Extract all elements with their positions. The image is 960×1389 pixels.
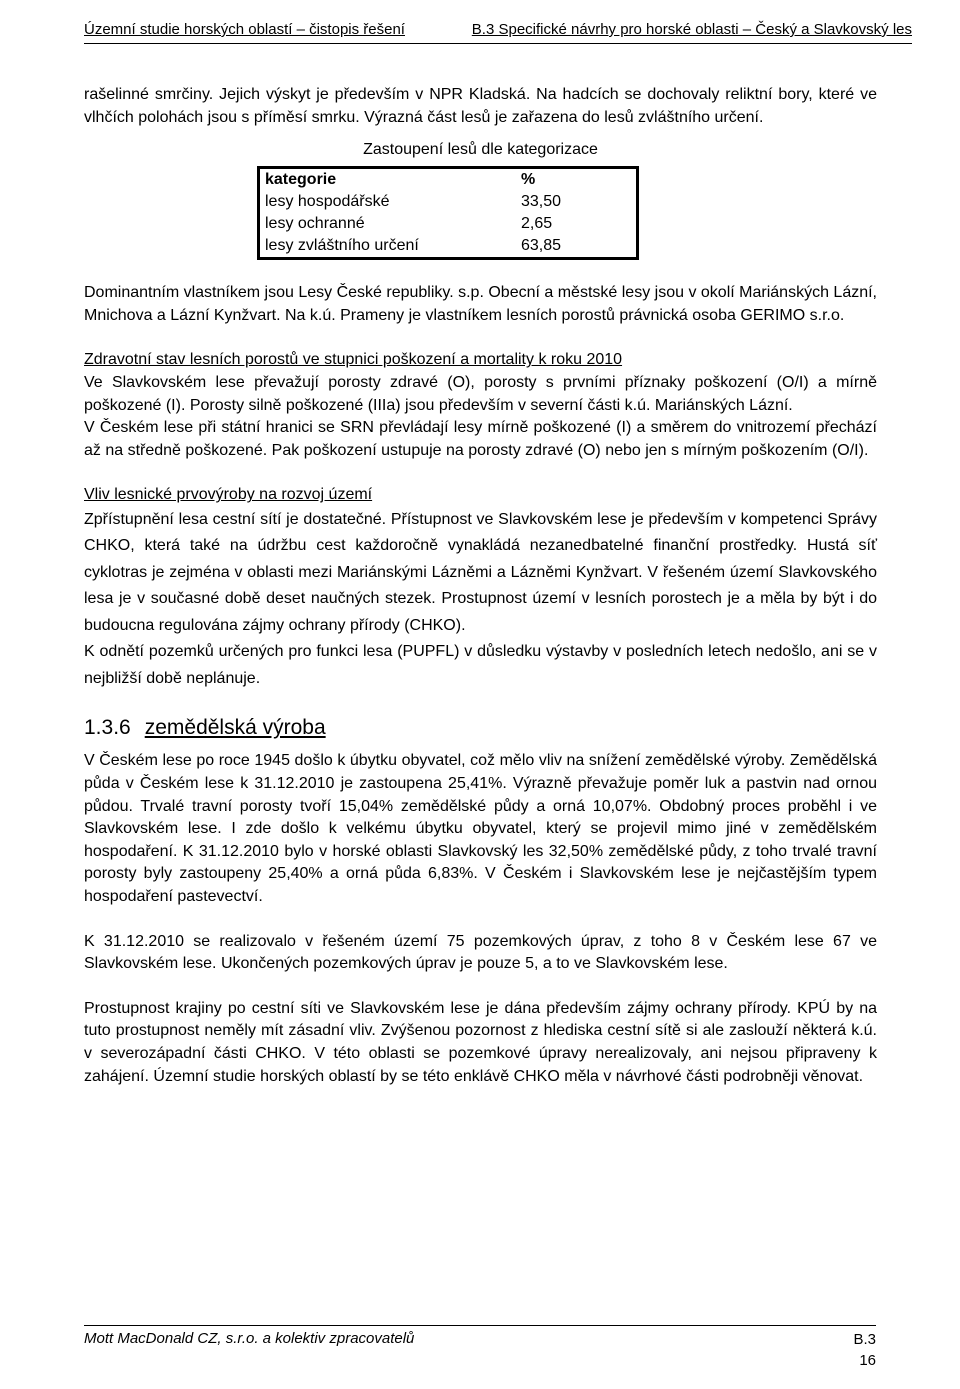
header-left: Územní studie horských oblastí – čistopis řešení [84,21,405,38]
header-right: B.3 Specifické návrhy pro horské oblasti – Český a Slavkovský les [471,21,912,38]
page-content [84,84,877,1088]
forestry-paragraph-2: K odnětí pozemků určených pro funkci lesa (PUPFL) v důsledku výstavby v posledních letech nedošlo, ani se v nejbližší době neplánuje. [84,643,877,687]
footer-doc-code: B.3 [853,1331,876,1348]
health-paragraph-2: V Českém lese při státní hranici se SRN převládají lesy mírně poškozené (I) a směrem do vnitrozemí přechází až na středně poškozené. Pak poškození ustupuje na porosty zdravé (O) nebo jen s mírným poškozením (O/I). [84,419,877,459]
table-header-percent: % [521,171,536,189]
table-cell-category: lesy zvláštního určení [265,237,419,255]
footer-authors: Mott MacDonald CZ, s.r.o. a kolektiv zpracovatelů [84,1330,415,1347]
section-number: 1.3.6 [84,716,131,740]
table-row [259,213,638,235]
agriculture-paragraph-2: K 31.12.2010 se realizovalo v řešeném území 75 pozemkových úprav, z toho 8 v Českém lese 67 ve Slavkovském lese. Ukončených pozemkových úprav je pouze 5, a to ve Slavkovském lese. [84,932,877,973]
agriculture-paragraph-3: Prostupnost krajiny po cestní síti ve Slavkovském lese je dána především zájmy ochrany přírody. KPÚ by na tuto prostupnost neměly mít zásadní vliv. Zvýšenou pozornost z hlediska cestní sítě si ale zaslouží některá k.ú. v severozápadní části CHKO. V této oblasti se pozemkové úpravy nerealizovaly, ani nejsou připraveny k zahájení. Územní studie horských oblastí by se této enklávě CHKO měla v návrhové části podrobněji věnovat. [84,999,877,1085]
table-cell-category: lesy hospodářské [265,193,390,211]
agriculture-paragraph-1: V Českém lese po roce 1945 došlo k úbytku obyvatel, což mělo vliv na snížení zemědělské výroby. Zemědělská půda v Českém lese k 31.12.2010 je zastoupena 25,41%. Výrazně převažuje poměr luk a pastvin nad ornou půdou. Trvalé travní porosty tvoří 15,04% zemědělské půdy a orná 10,07%. Obdobný proces proběhl i ve Slavkovském lese. I zde došlo k velkému úbytku obyvatel, který se projevil mimo jiné v zemědělském hospodaření. K 31.12.2010 bylo v horské oblasti Slavkovský les 32,50% zemědělské půdy, z toho trvalé travní porosty byly zastoupeny 25,40% a orná půda 6,83%. V Českém i Slavkovském lese je nejčastějším typem hospodaření pastevectví. [84,752,877,905]
table-cell-category: lesy ochranné [265,215,365,233]
table-cell-percent: 2,65 [521,215,553,233]
table-cell-percent: 33,50 [521,193,562,211]
ownership-paragraph: Dominantním vlastníkem jsou Lesy České republiky. s.p. Obecní a městské lesy jsou v okolí Mariánských Lázní, Mnichova a Lázní Kynžvart. Na k.ú. Prameny je vlastníkem lesních porostů právnická osoba GERIMO s.r.o. [84,284,877,324]
footer-page-info [853,1329,876,1371]
table-row [259,191,638,213]
table-row [259,235,638,259]
table-cell-percent: 63,85 [521,237,562,255]
health-heading: Zdravotní stav lesních porostů ve stupnici poškození a mortality k roku 2010 [84,351,623,369]
page-header [84,20,912,40]
footer-rule [84,1325,876,1326]
section-heading [84,714,877,742]
header-rule [84,43,912,44]
forestry-heading: Vliv lesnické prvovýroby na rozvoj území [84,486,373,504]
page-number: 16 [859,1352,876,1369]
table-header-row [259,168,638,192]
table-title: Zastoupení lesů dle kategorizace [363,141,598,159]
forestry-paragraph-1: Zpřístupnění lesa cestní sítí je dostatečné. Přístupnost ve Slavkovském lese je především v kompetenci Správy CHKO, která také na údržbu cest každoročně vynakládá nezanedbatelné finanční prostředky. Hustá síť cyklotras je zejména v oblasti mezi Mariánskými Lázněmi a Lázněmi Kynžvart. V řešeném území Slavkovského lesa je v současné době deset naučných stezek. Prostupnost území v lesních porostech je a měla by být i do budoucna regulována zájmy ochrany přírody (CHKO). [84,510,877,634]
section-title: zemědělská výroba [144,716,326,740]
table-header-category: kategorie [265,171,337,189]
health-paragraph-1: Ve Slavkovském lese převažují porosty zdravé (O), porosty s prvními příznaky poškození (O/I) a mírně poškozené (I). Porosty silně poškozené (IIIa) jsou především v severní části k.ú. Mariánských Lázní. [84,373,877,414]
intro-paragraph: rašelinné smrčiny. Jejich výskyt je především v NPR Kladská. Na hadcích se dochovaly reliktní bory, které ve vlhčích polohách jsou s příměsí smrku. Výrazná část lesů je zařazena do lesů zvláštního určení. [84,86,877,126]
forest-category-table [257,166,639,260]
